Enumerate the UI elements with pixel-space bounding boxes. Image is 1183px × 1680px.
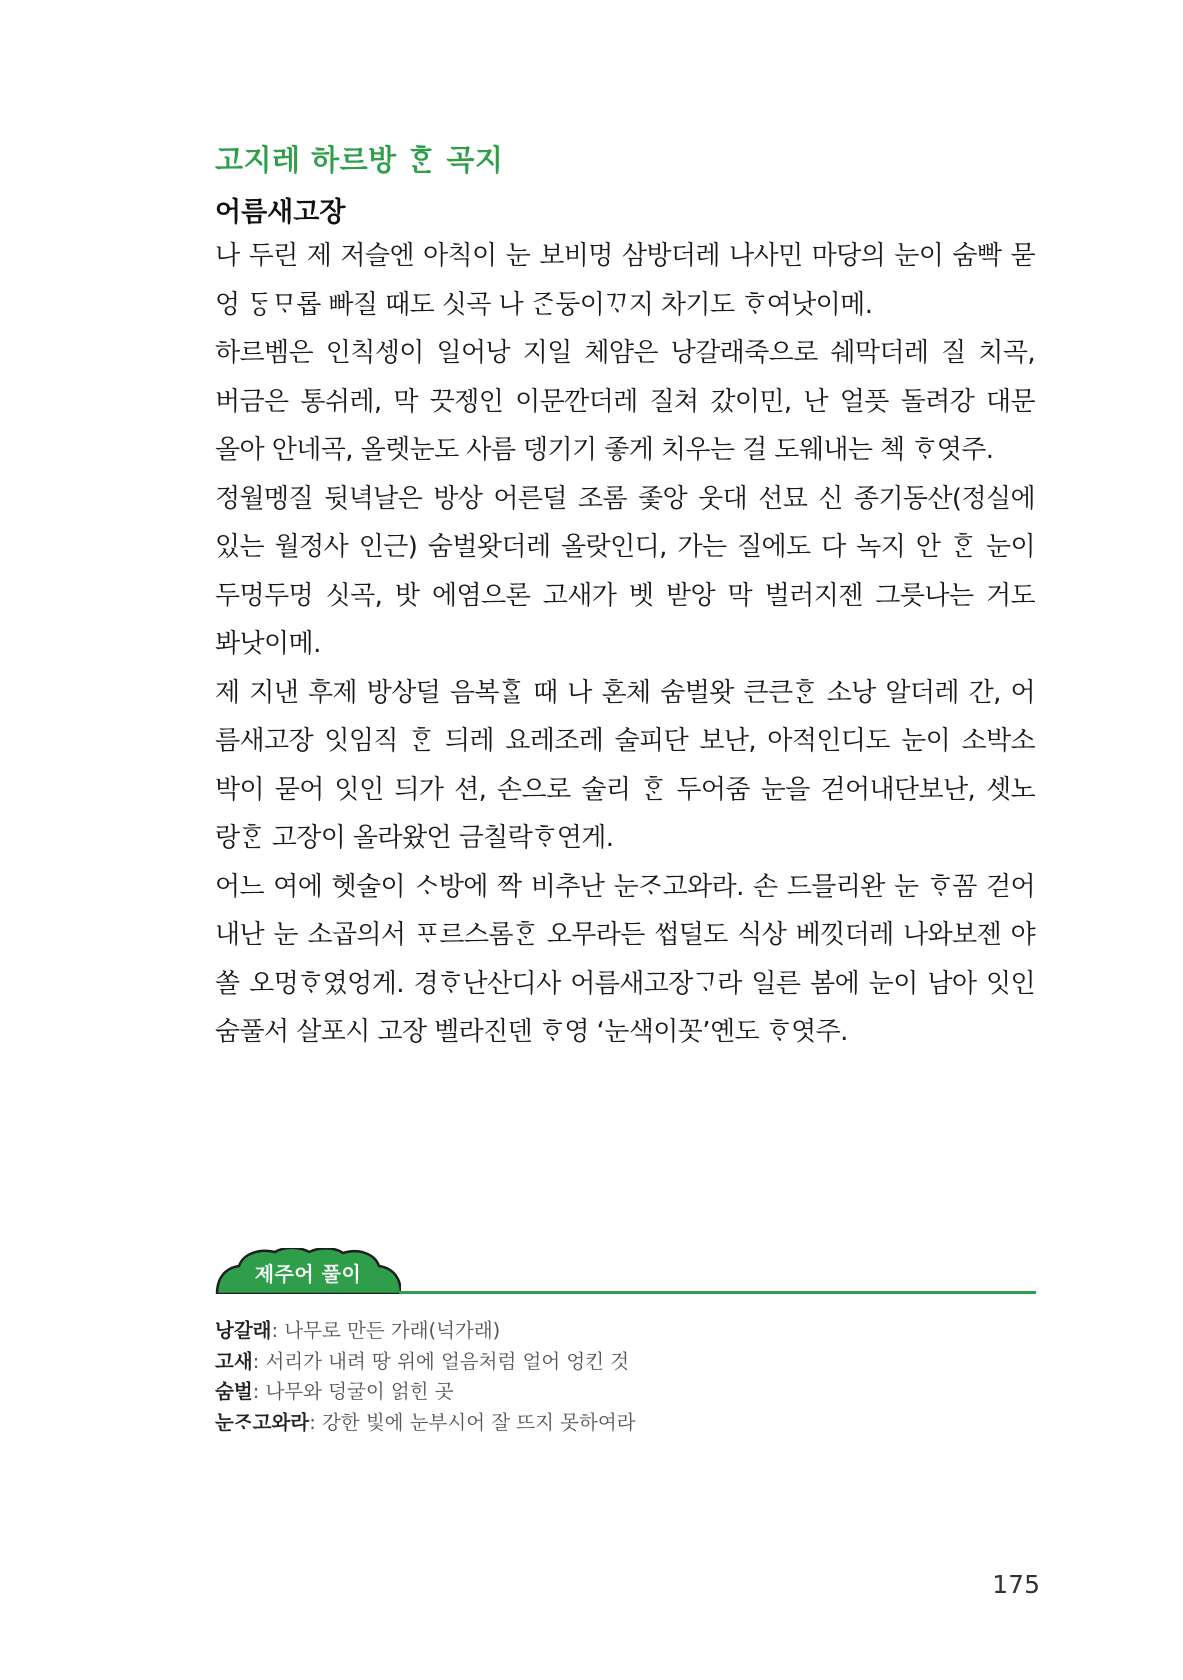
glossary-item — [215, 1408, 1015, 1439]
body-line: 나 두린 제 저슬엔 아칙이 눈 보비멍 삼방더레 나사민 마당의 눈이 숨빡 묻 — [215, 241, 1035, 271]
page-number: 175 — [992, 1570, 1040, 1599]
body-line: 박이 묻어 잇인 듸가 션, 손으로 술리 ᄒᆞᆫ 두어줌 눈을 걷어내단보난, 셋노 — [215, 774, 1035, 805]
glossary-definition: : 강한 빛에 눈부시어 잘 뜨지 못하여라 — [309, 1410, 636, 1434]
series-title: 고지레 하르방 ᄒᆞᆫ 곡지 — [215, 143, 504, 177]
body-line: 쏠 오멍ᄒᆞ였엉게. 경ᄒᆞ난산디사 어름새고장ᄀᆞ라 일른 봄에 눈이 남아 잇인 — [215, 968, 1035, 999]
body-text — [215, 232, 1035, 1057]
glossary-divider — [399, 1291, 1036, 1294]
body-line: 내난 눈 소곱의서 ᄑᆞ르스롬ᄒᆞᆫ 오무라든 썹덜도 식상 베낏더레 나와보젠 야 — [215, 920, 1035, 950]
body-line: 숨풀서 살포시 고장 벨라진덴 ᄒᆞ영 ‘눈색이꼿’옌도 ᄒᆞ엿주. — [215, 1017, 848, 1047]
glossary-title: 제주어 풀이 — [254, 1262, 362, 1286]
body-line: 랑ᄒᆞᆫ 고장이 올라왔언 금칠락ᄒᆞ연게. — [215, 823, 614, 853]
body-line: 엉 ᄃᆞᆼᄆᆞ롭 빠질 때도 싯곡 나 ᄌᆞᆫ둥이ᄁᆞ지 차기도 ᄒᆞ여낫이메. — [215, 289, 873, 320]
glossary-definition: : 나무와 덩굴이 얽힌 곳 — [252, 1380, 454, 1403]
body-line: 제 지낸 후제 방상덜 음복ᄒᆞᆯ 때 나 혼체 숨벌왓 큰큰ᄒᆞᆫ 소낭 알더레 간, 어 — [215, 677, 1035, 708]
body-line: 름새고장 잇임직 ᄒᆞᆫ 듸레 요레조레 술피단 보난, 아적인디도 눈이 소박소 — [215, 726, 1035, 756]
glossary-item — [215, 1316, 1015, 1347]
body-line: 봐낫이메. — [215, 629, 321, 659]
glossary-tab — [215, 1248, 401, 1294]
glossary-definition: : 나무로 만든 가래(넉가래) — [271, 1319, 501, 1342]
piece-title: 어름새고장 — [215, 197, 346, 228]
body-line: 올아 안네곡, 올렛눈도 사름 뎅기기 좋게 치우는 걸 도웨내는 첵 ᄒᆞ엿주. — [215, 435, 994, 465]
body-line: 버금은 통쉬레, 막 끗젱인 이문깐더레 질쳐 갔이민, 난 얼픗 돌려강 대문 — [215, 386, 1035, 417]
glossary-term: 눈ᄌᆞ고와라 — [215, 1410, 310, 1434]
glossary-term: 낭갈래 — [215, 1319, 272, 1342]
body-line: 있는 월정사 인근) 숨벌왓더레 올랏인디, 가는 질에도 다 녹지 안 ᄒᆞᆫ 눈이 — [215, 532, 1035, 562]
body-line: 정월멩질 뒷녁날은 방상 어른덜 조롬 좇앙 웃대 선묘 신 종기동산(정실에 — [215, 483, 1035, 514]
body-line: 하르벰은 인칙셍이 일어낭 지일 체얌은 낭갈래죽으로 쉐막더레 질 치곡, — [215, 338, 1035, 368]
glossary-item — [215, 1377, 1015, 1408]
glossary-term: 숨벌 — [215, 1380, 253, 1403]
glossary-item — [215, 1347, 1015, 1378]
glossary-definition: : 서리가 내려 땅 위에 얼음처럼 얼어 엉킨 것 — [252, 1349, 630, 1373]
glossary-list — [215, 1316, 1015, 1438]
glossary-term: 고새 — [215, 1349, 253, 1373]
body-line: 어느 여에 헷술이 ᄉᆞ방에 짝 비추난 눈ᄌᆞ고와라. 손 드믈리완 눈 ᄒᆞ꼼 걷어 — [215, 871, 1035, 902]
body-line: 두멍두멍 싯곡, 밧 에염으론 고새가 벳 받앙 막 벌러지젠 그릇나는 거도 — [215, 580, 1035, 611]
glossary-header — [215, 1248, 1036, 1296]
